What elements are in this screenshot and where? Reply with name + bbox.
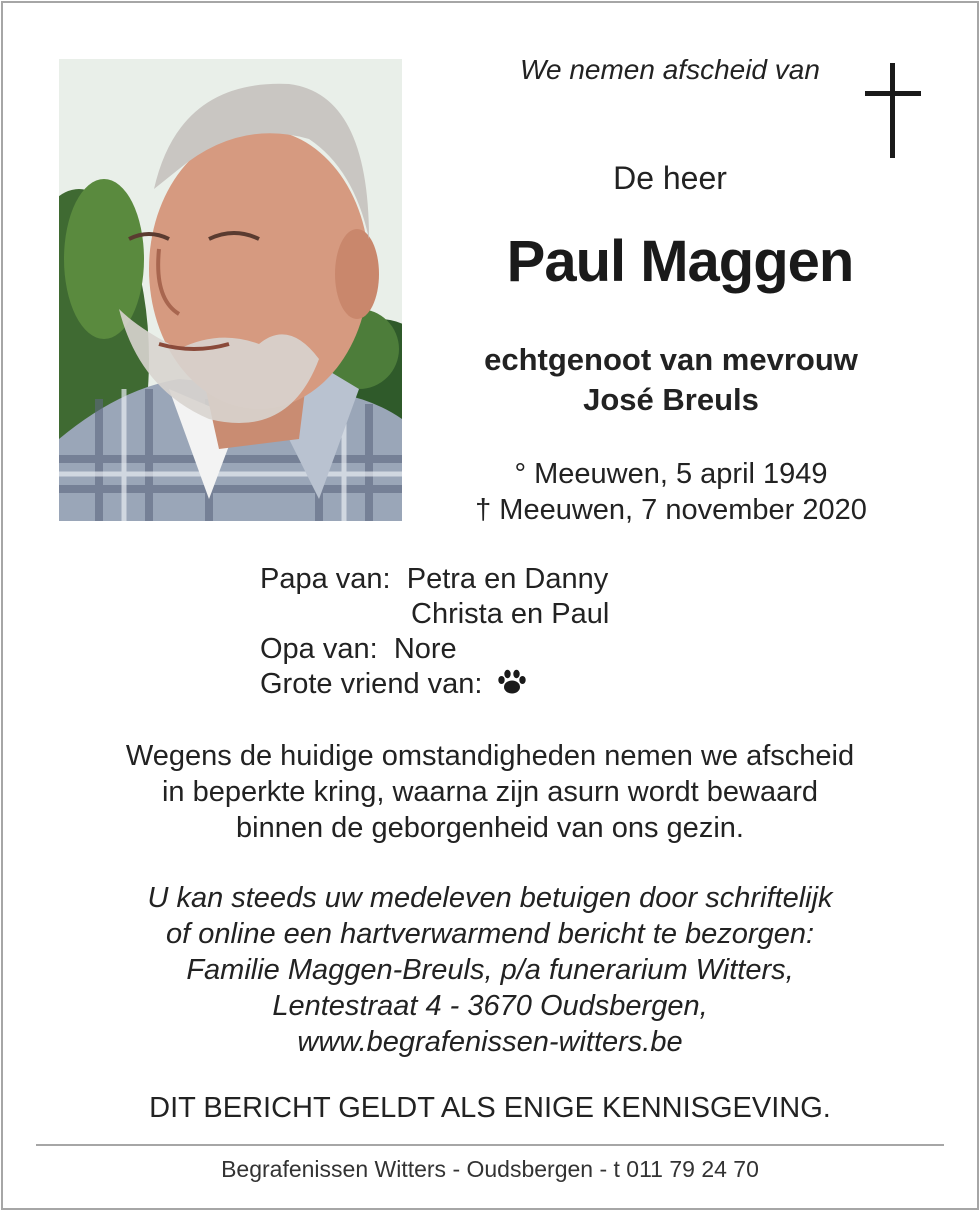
opa-label: Opa van: xyxy=(260,633,378,665)
spouse-block xyxy=(440,340,902,420)
paragraph-line: in beperkte kring, waarna zijn asurn wordt bewaard xyxy=(161,776,819,808)
spouse-name: José Breuls xyxy=(583,382,759,417)
papa-row-2 xyxy=(260,597,609,632)
footer-contact: Begrafenissen Witters - Oudsbergen - t 011 79 24 70 xyxy=(221,1156,759,1182)
family-list xyxy=(260,562,609,704)
papa-row xyxy=(260,562,609,597)
opa-grandchild: Nore xyxy=(393,633,457,665)
opa-row xyxy=(260,632,609,667)
official-notice: DIT BERICHT GELDT ALS ENIGE KENNISGEVING. xyxy=(149,1092,831,1124)
paragraph-line: binnen de geborgenheid van ons gezin. xyxy=(236,812,744,844)
birth-date: ° Meeuwen, 5 april 1949 xyxy=(514,458,828,490)
condolence-paragraph xyxy=(40,880,940,1060)
condolence-line: U kan steeds uw medeleven betuigen door schriftelijk xyxy=(147,882,833,914)
papa-children-2: Christa en Paul xyxy=(411,598,610,630)
deceased-name: Paul Maggen xyxy=(506,229,854,294)
intro-text: We nemen afscheid van xyxy=(520,54,820,85)
honorific: De heer xyxy=(613,160,727,196)
portrait-photo xyxy=(59,59,402,521)
life-dates xyxy=(440,456,902,528)
friend-row xyxy=(260,667,609,704)
divider xyxy=(36,1144,944,1146)
friend-label: Grote vriend van: xyxy=(260,668,483,700)
condolence-website: www.begrafenissen-witters.be xyxy=(297,1026,683,1058)
spouse-line-1: echtgenoot van mevrouw xyxy=(484,342,858,377)
paragraph-line: Wegens de huidige omstandigheden nemen we afscheid xyxy=(125,740,855,772)
death-date: † Meeuwen, 7 november 2020 xyxy=(475,494,867,526)
papa-label: Papa van: xyxy=(260,563,391,595)
papa-children-1: Petra en Danny xyxy=(406,563,609,595)
condolence-address: Familie Maggen-Breuls, p/a funerarium Witters, xyxy=(186,954,794,986)
paw-icon xyxy=(497,669,527,704)
condolence-street: Lentestraat 4 - 3670 Oudsbergen, xyxy=(272,990,708,1022)
farewell-paragraph xyxy=(40,738,940,846)
condolence-line: of online een hartverwarmend bericht te bezorgen: xyxy=(165,918,815,950)
